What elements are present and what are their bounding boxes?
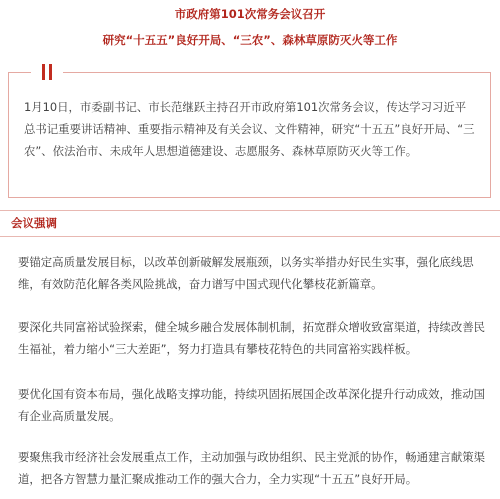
- section-title: 会议强调: [11, 216, 57, 230]
- section-divider-bottom: [0, 236, 500, 237]
- summary-box: [8, 72, 491, 198]
- page-subtitle: 研究“十五五”良好开局、“三农”、森林草原防灭火等工作: [102, 33, 398, 47]
- double-bar-icon: [31, 64, 63, 82]
- page-title: 市政府第101次常务会议召开: [174, 7, 326, 21]
- paragraph-3: 要优化国有资本布局，强化战略支撑功能，持续巩固拓展国企改革深化提升行动成效，推动国有企业高质量发展。: [18, 387, 486, 423]
- summary-text: 1月10日，市委副书记、市长范继跃主持召开市政府第101次常务会议，传达学习习近平总书记重要讲话精神、重要指示精神及有关会议、文件精神，研究“十五五”良好开局、“三农”、依法治市、未成年人思想道德建设、志愿服务、森林草原防灭火等工作。: [24, 100, 475, 158]
- section-divider-top: [0, 210, 500, 211]
- paragraph-4: 要聚焦我市经济社会发展重点工作，主动加强与政协组织、民主党派的协作，畅通建言献策渠道，把各方智慧力量汇聚成推动工作的强大合力，全力实现“十五五”良好开局。: [18, 450, 486, 486]
- paragraph-1: 要锚定高质量发展目标，以改革创新破解发展瓶颈，以务实举措办好民生实事，强化底线思维，有效防范化解各类风险挑战，奋力谱写中国式现代化攀枝花新篇章。: [18, 255, 474, 291]
- paragraph-2: 要深化共同富裕试验探索，健全城乡融合发展体制机制，拓宽群众增收致富渠道，持续改善民生福祉，着力缩小“三大差距”，努力打造具有攀枝花特色的共同富裕实践样板。: [18, 320, 486, 356]
